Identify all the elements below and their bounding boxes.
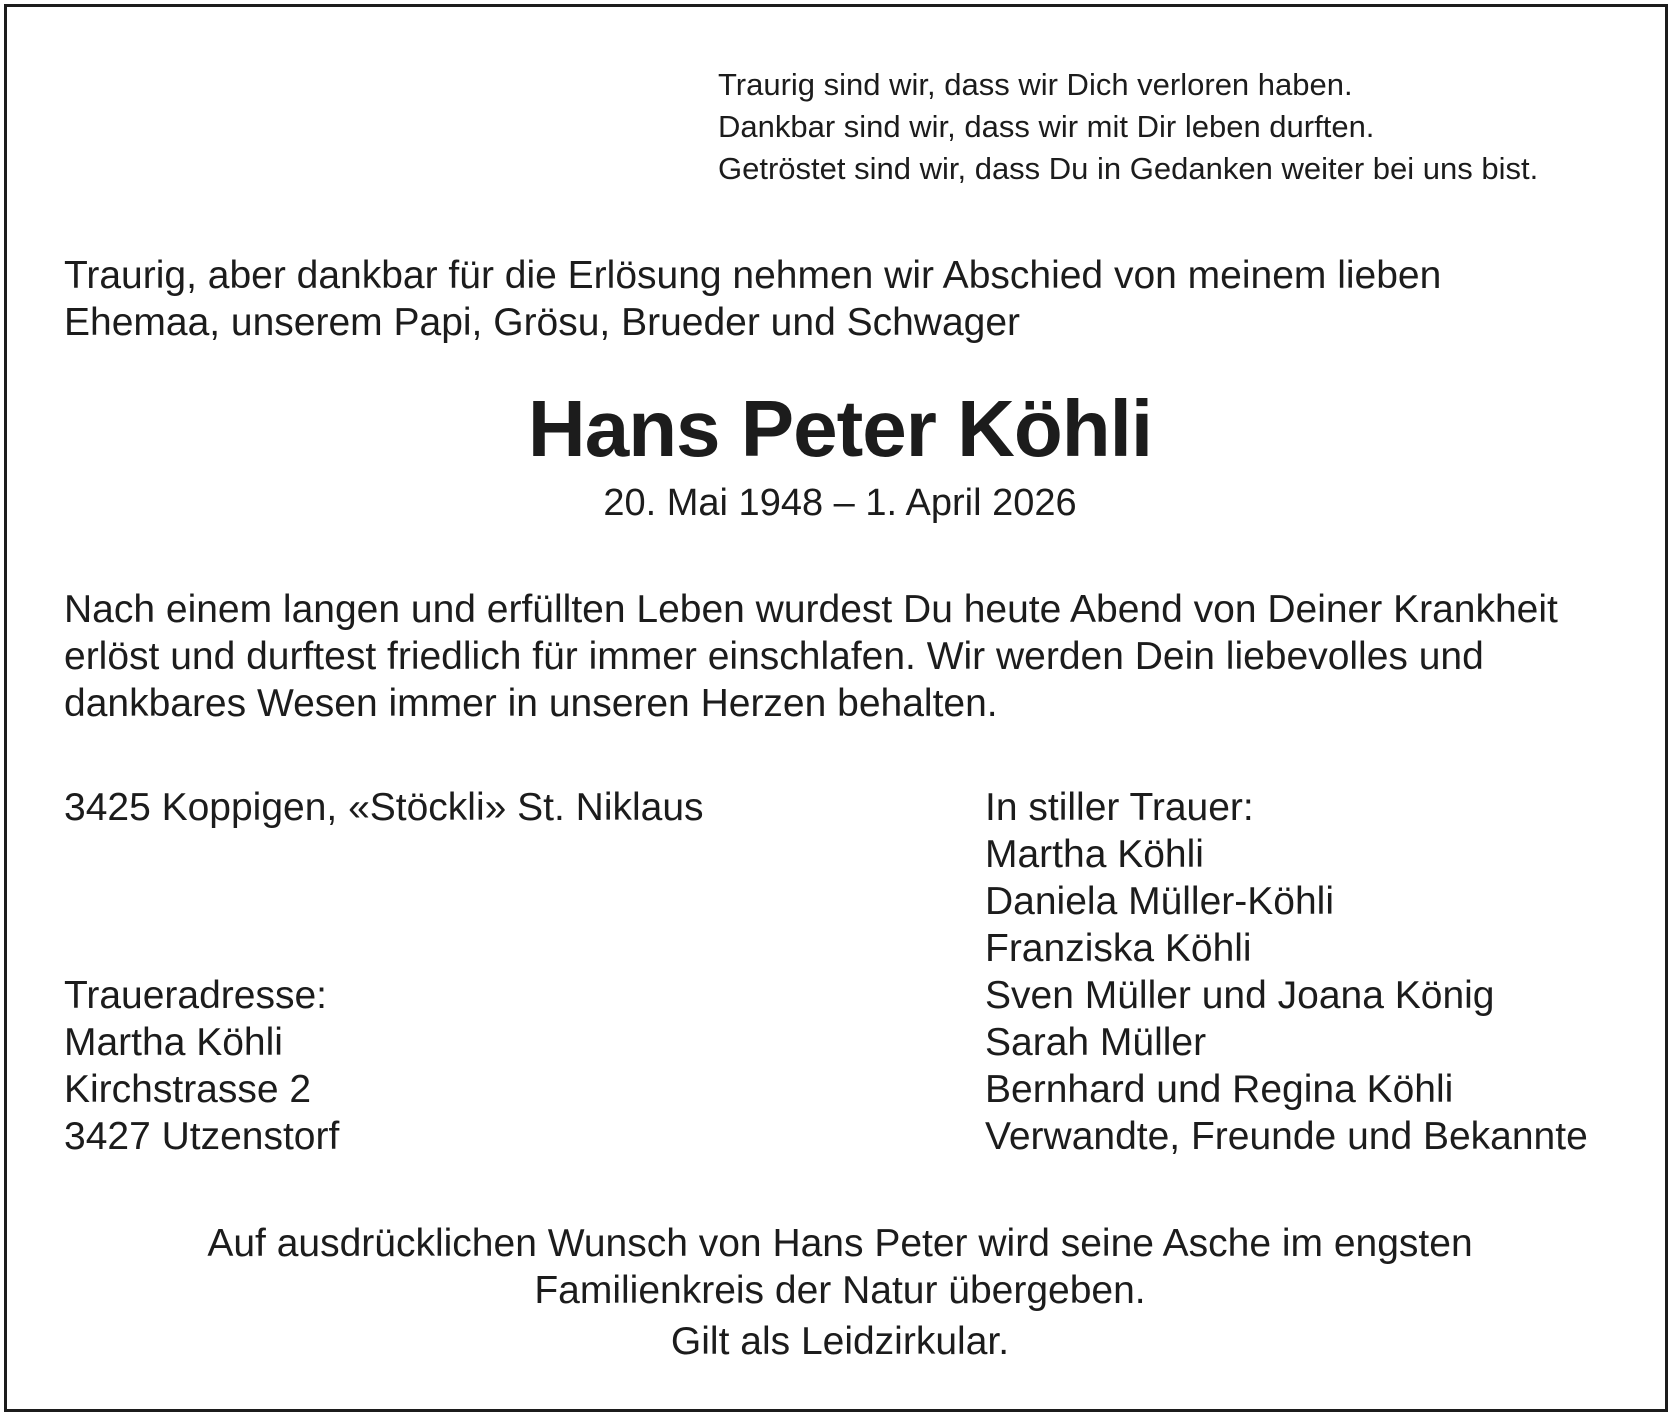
message-text <box>64 586 1558 727</box>
mourners-column <box>985 784 1588 1160</box>
closing-line: Auf ausdrücklichen Wunsch von Hans Peter wird seine Asche im engsten <box>207 1222 1473 1265</box>
mourner-name: Verwandte, Freunde und Bekannte <box>985 1115 1588 1158</box>
message-line: dankbares Wesen immer in unseren Herzen behalten. <box>64 682 998 725</box>
mourner-name: Sven Müller und Joana König <box>985 974 1495 1017</box>
mourner-name: Daniela Müller-Köhli <box>985 880 1334 923</box>
motto-line: Traurig sind wir, dass wir Dich verloren haben. <box>718 67 1353 102</box>
mourner-name: Bernhard und Regina Köhli <box>985 1068 1454 1111</box>
address-column <box>64 784 704 1160</box>
mourning-address-name: Martha Köhli <box>64 1021 283 1064</box>
message-line: erlöst und durftest friedlich für immer einschlafen. Wir werden Dein liebevolles und <box>64 635 1484 678</box>
message-line: Nach einem langen und erfüllten Leben wurdest Du heute Abend von Deiner Krankheit <box>64 588 1558 631</box>
intro-line: Ehemaa, unserem Papi, Grösu, Brueder und Schwager <box>64 301 1021 344</box>
circular-note: Gilt als Leidzirkular. <box>670 1320 1010 1363</box>
mourners-label: In stiller Trauer: <box>985 786 1254 829</box>
mourning-address-label: Traueradresse: <box>64 974 328 1017</box>
deceased-name: Hans Peter Köhli <box>527 384 1153 473</box>
mourner-name: Martha Köhli <box>985 833 1204 876</box>
mourner-name: Franziska Köhli <box>985 927 1252 970</box>
life-dates: 20. Mai 1948 – 1. April 2026 <box>603 482 1077 524</box>
motto-line: Dankbar sind wir, dass wir mit Dir leben durften. <box>718 109 1375 144</box>
location-line: 3425 Koppigen, «Stöckli» St. Niklaus <box>64 786 704 829</box>
column-spacer <box>64 831 704 972</box>
intro-text <box>64 252 1624 346</box>
intro-line: Traurig, aber dankbar für die Erlösung nehmen wir Abschied von meinem lieben <box>64 254 1442 297</box>
motto-verse <box>718 64 1538 190</box>
mourner-name: Sarah Müller <box>985 1021 1207 1064</box>
motto-line: Getröstet sind wir, dass Du in Gedanken weiter bei uns bist. <box>718 151 1539 186</box>
mourning-address-street: Kirchstrasse 2 <box>64 1068 312 1111</box>
closing-line: Familienkreis der Natur übergeben. <box>534 1269 1146 1312</box>
closing-text <box>0 1220 1680 1365</box>
mourning-address-city: 3427 Utzenstorf <box>64 1115 340 1158</box>
